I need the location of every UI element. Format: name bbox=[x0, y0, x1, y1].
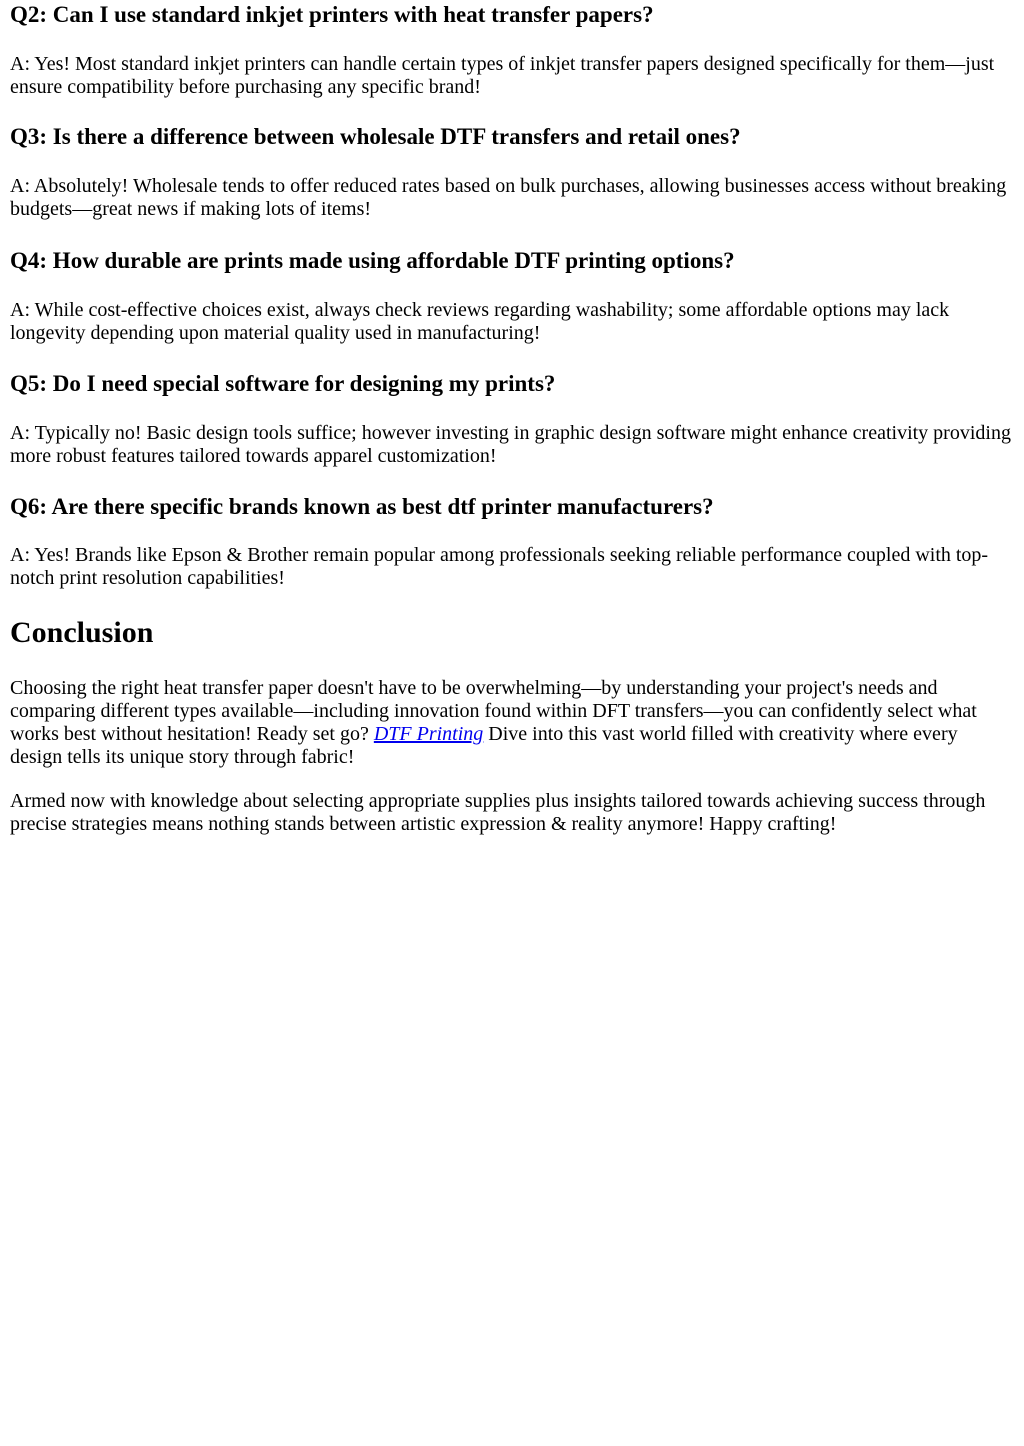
conclusion-heading: Conclusion bbox=[10, 616, 154, 649]
faq-question-q2: Q2: Can I use standard inkjet printers with heat transfer papers? bbox=[10, 2, 654, 27]
conclusion-text-before-link: Choosing the right heat transfer paper doesn't have to be overwhelming—by understanding your project's needs and comparing different types available—including innovation found within DFT transfers—you can confidently select what works best without hesitation! Ready set go? bbox=[10, 677, 977, 745]
conclusion-paragraph-2: Armed now with knowledge about selecting appropriate supplies plus insights tailored towards achieving success through precise strategies means nothing stands between artistic expression & reality anymore! Happy crafting! bbox=[10, 790, 986, 835]
conclusion-paragraph-1 bbox=[10, 677, 1014, 769]
faq-answer-q6: A: Yes! Brands like Epson & Brother remain popular among professionals seeking reliable performance coupled with top-notch print resolution capabilities! bbox=[10, 544, 989, 589]
faq-question-q3: Q3: Is there a difference between wholesale DTF transfers and retail ones? bbox=[10, 124, 741, 149]
faq-answer-q3: A: Absolutely! Wholesale tends to offer reduced rates based on bulk purchases, allowing businesses access without breaking budgets—great news if making lots of items! bbox=[10, 175, 1007, 220]
faq-answer-q2: A: Yes! Most standard inkjet printers can handle certain types of inkjet transfer papers designed specifically for them—just ensure compatibility before purchasing any specific brand! bbox=[10, 53, 995, 98]
faq-answer-q5: A: Typically no! Basic design tools suffice; however investing in graphic design software might enhance creativity providing more robust features tailored towards apparel customization! bbox=[10, 422, 1011, 467]
dtf-printing-link[interactable]: DTF Printing bbox=[373, 723, 484, 745]
conclusion-text-after-link: Dive into this vast world filled with creativity where every design tells its unique story through fabric! bbox=[10, 723, 958, 768]
faq-question-q4: Q4: How durable are prints made using affordable DTF printing options? bbox=[10, 248, 735, 273]
faq-question-q5: Q5: Do I need special software for designing my prints? bbox=[10, 371, 556, 396]
faq-answer-q4: A: While cost-effective choices exist, always check reviews regarding washability; some affordable options may lack longevity depending upon material quality used in manufacturing! bbox=[10, 299, 950, 344]
faq-question-q6: Q6: Are there specific brands known as best dtf printer manufacturers? bbox=[10, 494, 714, 519]
